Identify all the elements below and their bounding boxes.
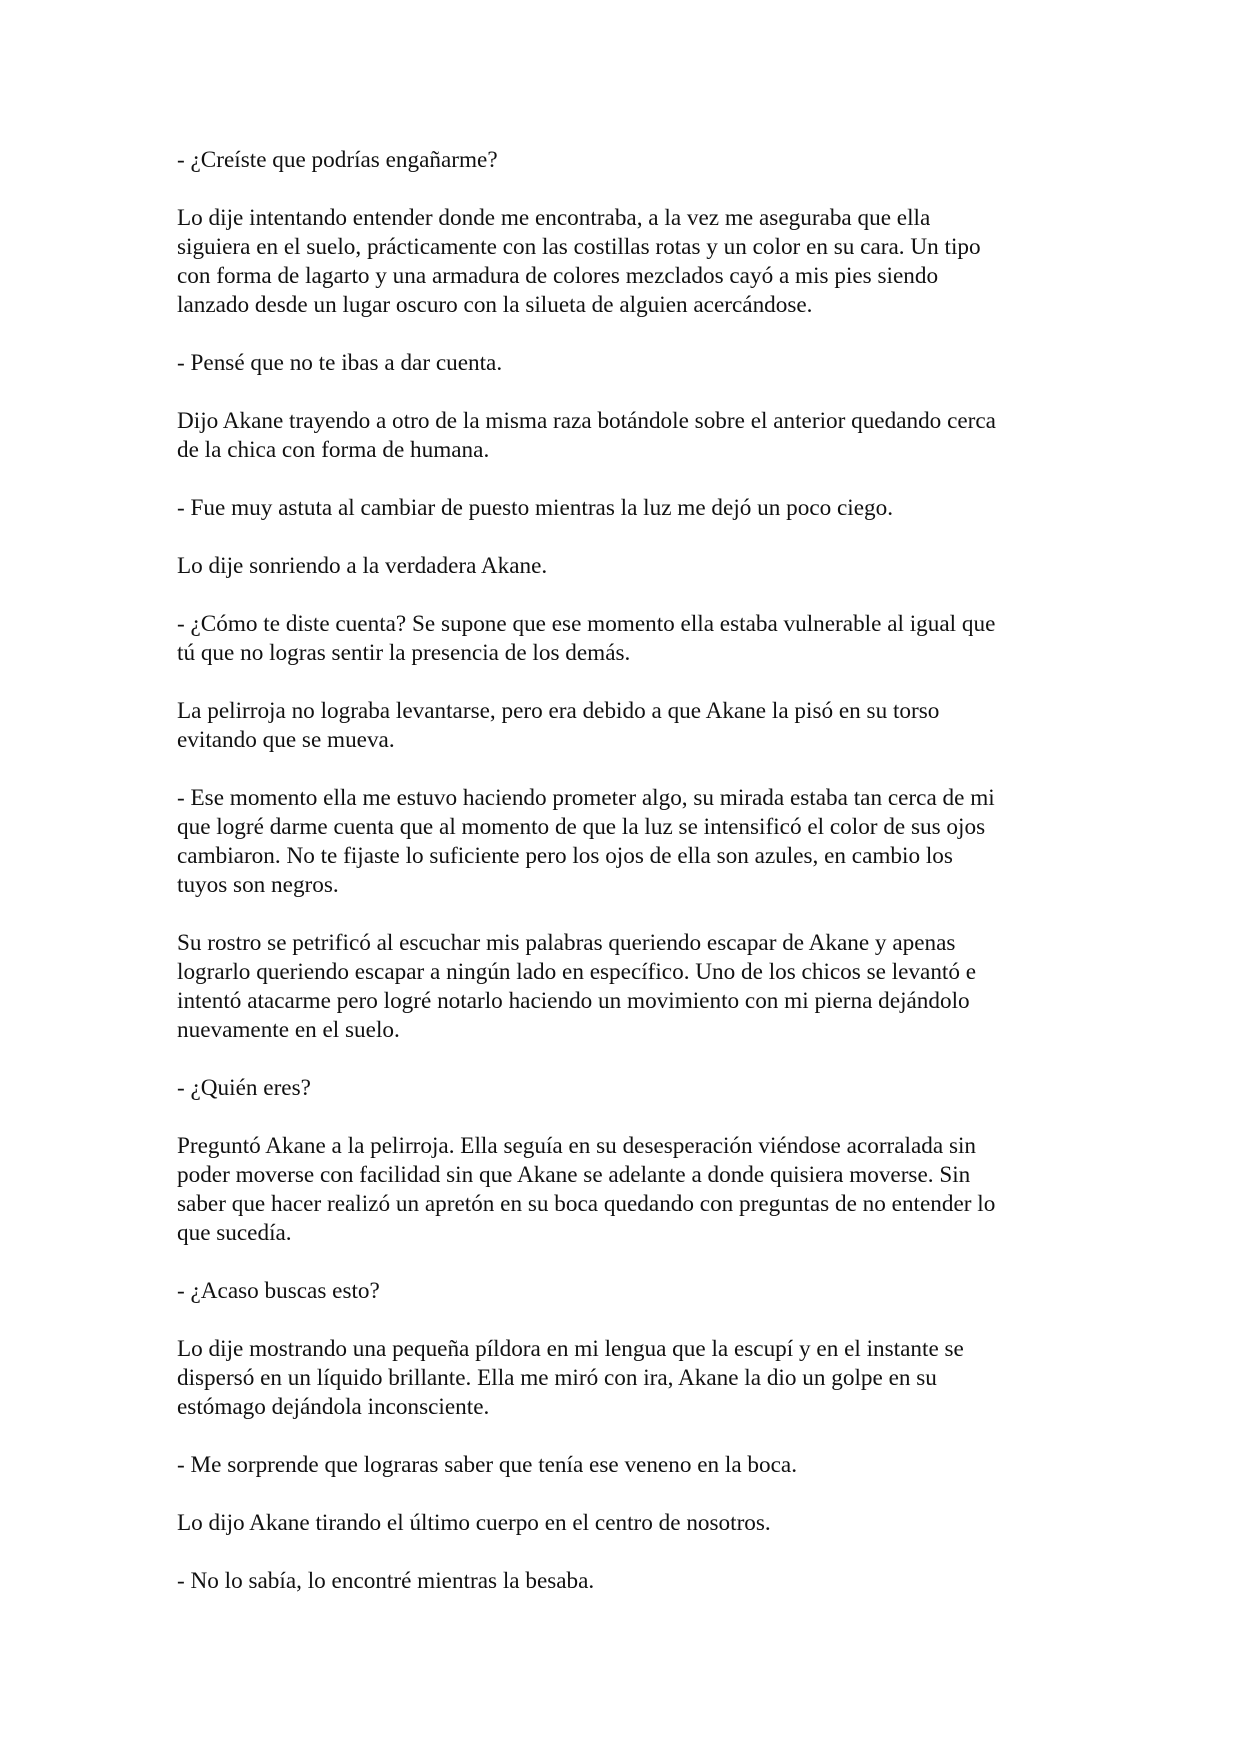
- dialogue-paragraph: - Fue muy astuta al cambiar de puesto mientras la luz me dejó un poco ciego.: [177, 495, 894, 521]
- narration-paragraph: Preguntó Akane a la pelirroja. Ella seguía en su desesperación viéndose acorralada sin poder moverse con facilidad sin que Akane se adelante a donde quisiera moverse. Sin saber que hacer realizó un apretón en su boca quedando con preguntas de no entender lo que sucedía.: [177, 1133, 996, 1246]
- dialogue-paragraph: - ¿Creíste que podrías engañarme?: [177, 147, 498, 173]
- narration-paragraph: Lo dije intentando entender donde me encontraba, a la vez me aseguraba que ella siguiera en el suelo, prácticamente con las costillas rotas y un color en su cara. Un tipo con forma de lagarto y una armadura de colores mezclados cayó a mis pies siendo lanzado desde un lugar oscuro con la silueta de alguien acercándose.: [177, 205, 981, 318]
- document-body: [177, 146, 1077, 1625]
- narration-paragraph: Dijo Akane trayendo a otro de la misma raza botándole sobre el anterior quedando cerca de la chica con forma de humana.: [177, 408, 996, 463]
- narration-paragraph: Lo dije mostrando una pequeña píldora en mi lengua que la escupí y en el instante se dispersó en un líquido brillante. Ella me miró con ira, Akane la dio un golpe en su estómago dejándola inconsciente.: [177, 1336, 964, 1420]
- dialogue-paragraph: - ¿Acaso buscas esto?: [177, 1278, 380, 1304]
- dialogue-paragraph: - ¿Quién eres?: [177, 1075, 311, 1101]
- narration-paragraph: Lo dijo Akane tirando el último cuerpo en el centro de nosotros.: [177, 1510, 771, 1536]
- narration-paragraph: Lo dije sonriendo a la verdadera Akane.: [177, 553, 548, 579]
- narration-paragraph: Su rostro se petrificó al escuchar mis palabras queriendo escapar de Akane y apenas lograrlo queriendo escapar a ningún lado en específico. Uno de los chicos se levantó e intentó atacarme pero logré notarlo haciendo un movimiento con mi pierna dejándolo nuevamente en el suelo.: [177, 930, 977, 1043]
- dialogue-paragraph: - Ese momento ella me estuvo haciendo prometer algo, su mirada estaba tan cerca de mi que logré darme cuenta que al momento de que la luz se intensificó el color de sus ojos cambiaron. No te fijaste lo suficiente pero los ojos de ella son azules, en cambio los tuyos son negros.: [177, 785, 995, 898]
- dialogue-paragraph: - No lo sabía, lo encontré mientras la besaba.: [177, 1568, 595, 1594]
- dialogue-paragraph: - ¿Cómo te diste cuenta? Se supone que ese momento ella estaba vulnerable al igual que tú que no logras sentir la presencia de los demás.: [177, 611, 996, 666]
- dialogue-paragraph: - Me sorprende que lograras saber que tenía ese veneno en la boca.: [177, 1452, 797, 1478]
- narration-paragraph: La pelirroja no lograba levantarse, pero era debido a que Akane la pisó en su torso evitando que se mueva.: [177, 698, 940, 753]
- dialogue-paragraph: - Pensé que no te ibas a dar cuenta.: [177, 350, 503, 376]
